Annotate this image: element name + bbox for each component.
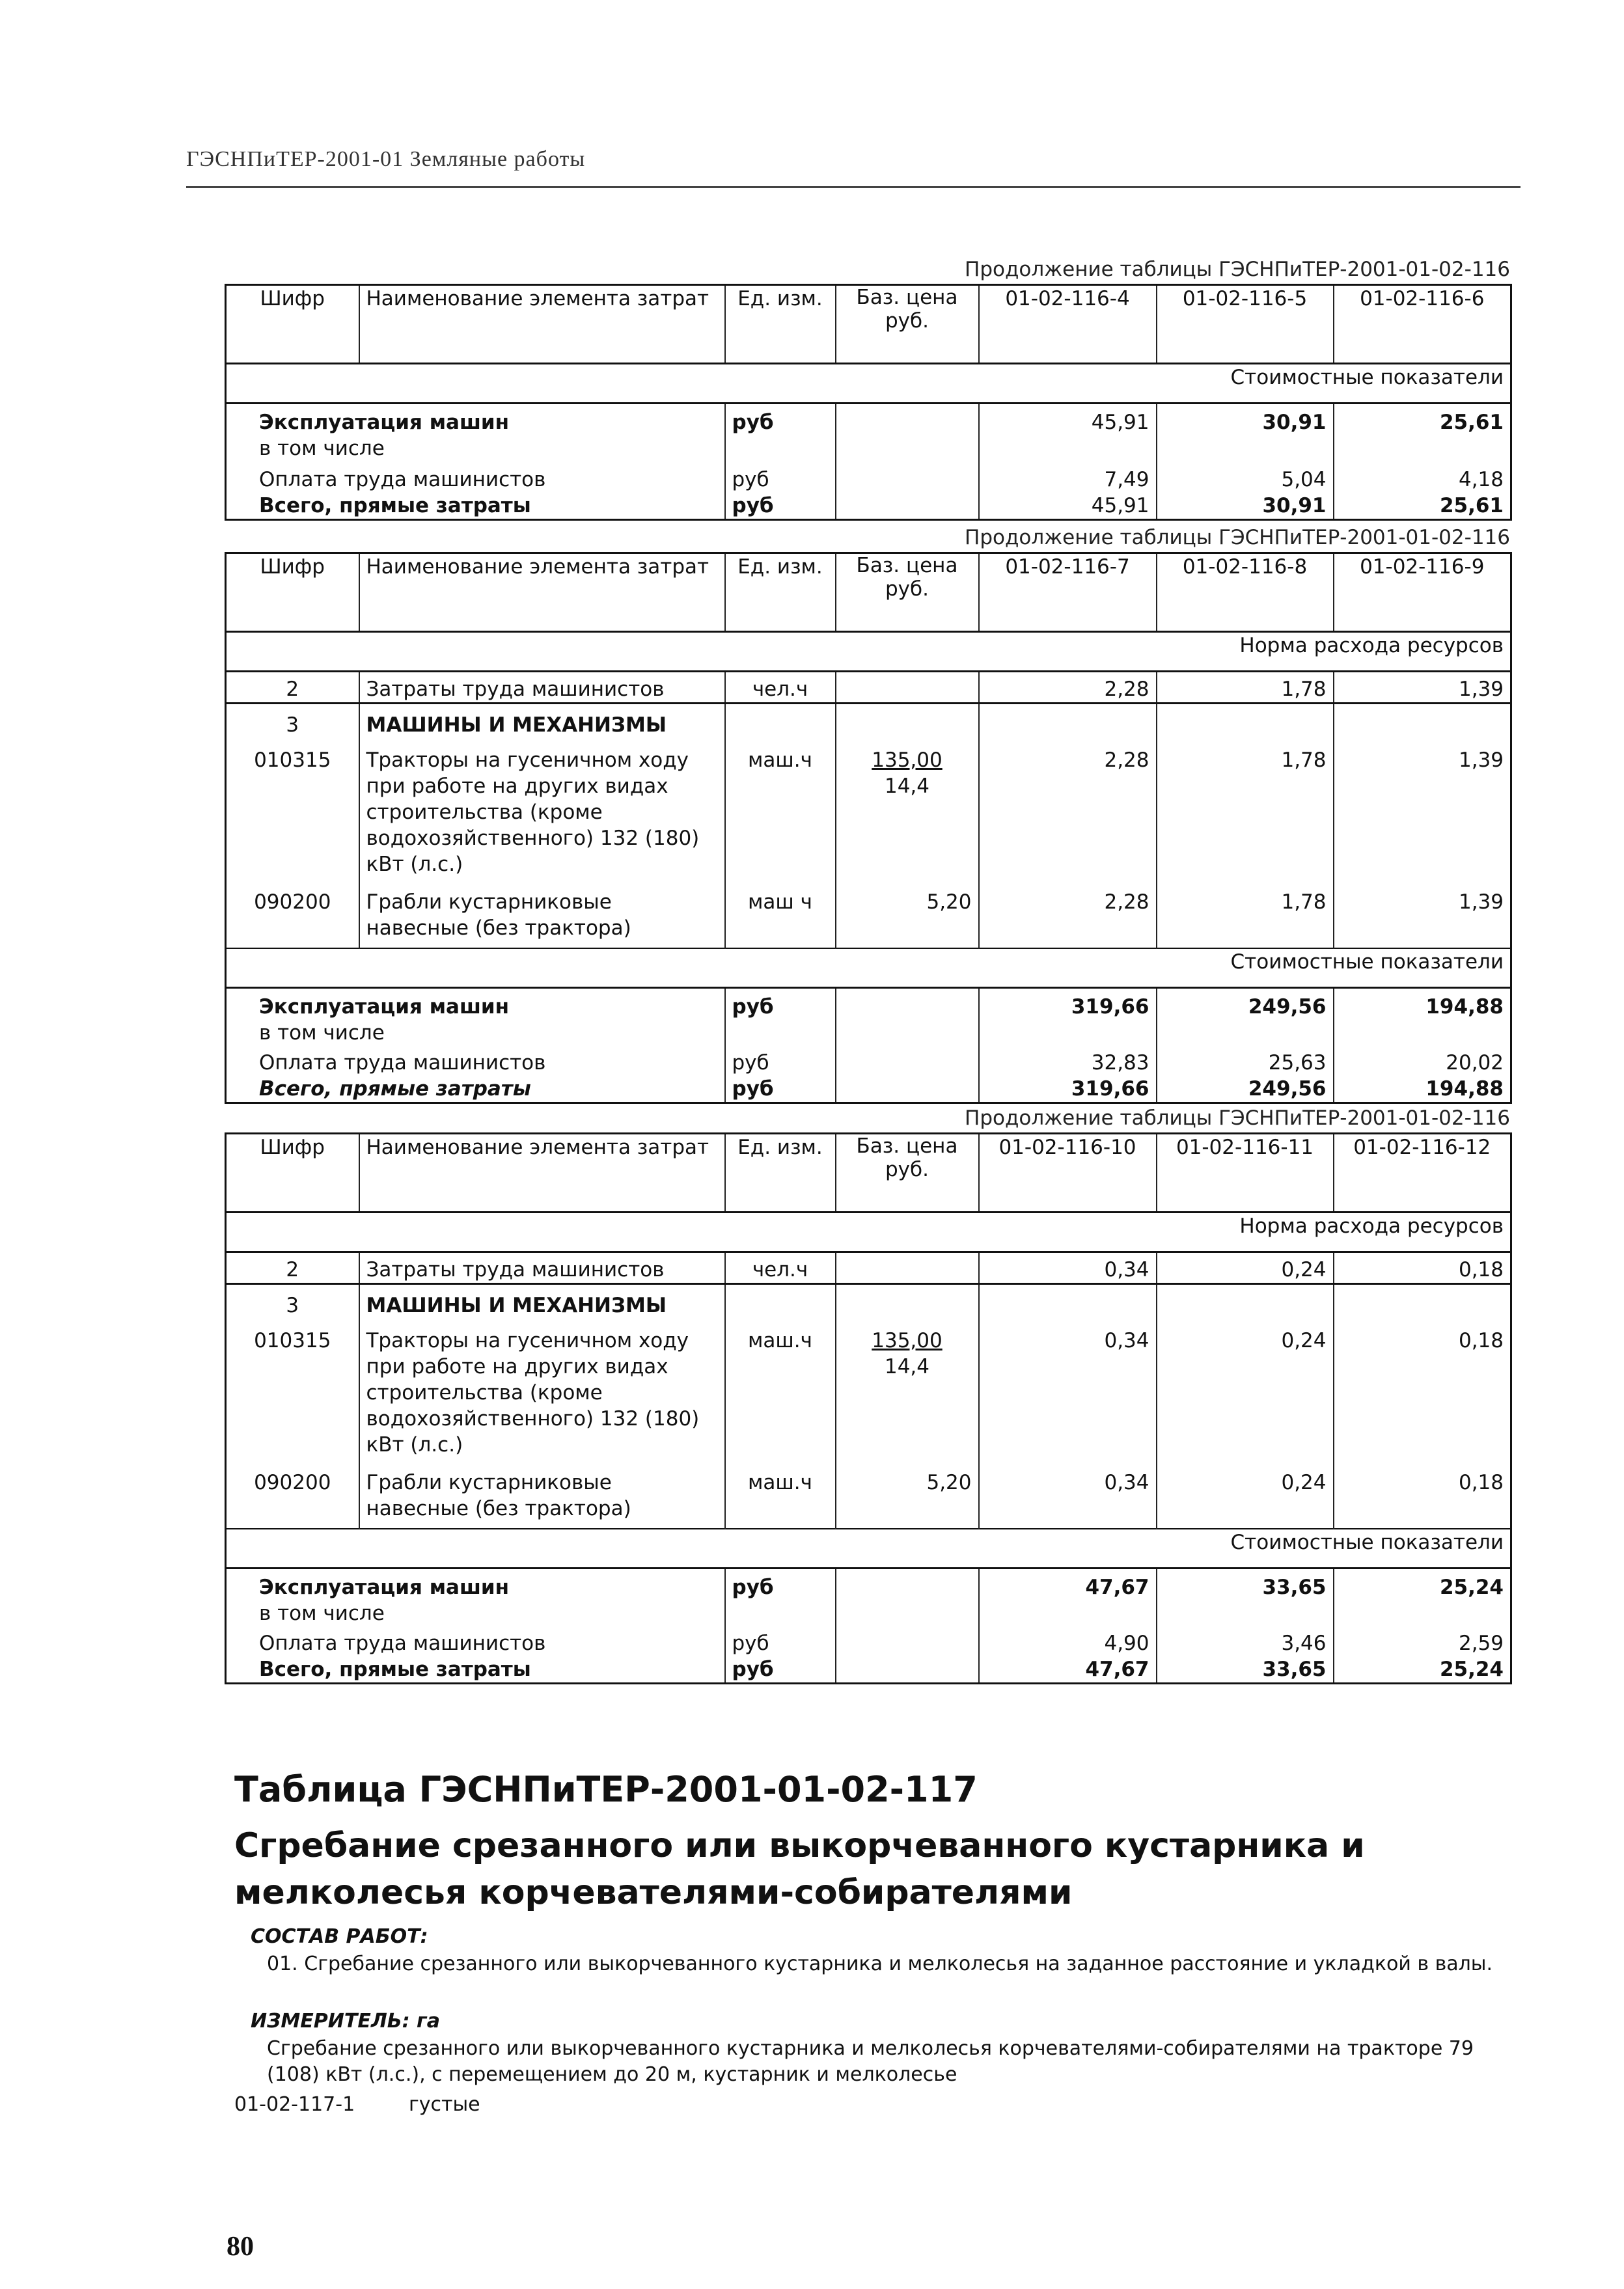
- table-row: Эксплуатация машин руб 45,91 30,91 25,61: [226, 404, 1511, 436]
- running-header: ГЭСНПиТЕР-2001-01 Земляные работы: [186, 147, 586, 171]
- table-row: 090200 Грабли кустарниковые навесные (без трактора) маш.ч 5,20 0,34 0,24 0,18: [226, 1458, 1511, 1529]
- table-row: Всего, прямые затраты руб 45,91 30,91 25,61: [226, 493, 1511, 520]
- table-row: 3 МАШИНЫ И МЕХАНИЗМЫ: [226, 1284, 1511, 1319]
- table-row: Эксплуатация машин руб 319,66 249,56 194,88: [226, 988, 1511, 1021]
- item-code: 01-02-117-1: [234, 2093, 355, 2116]
- band-resource-norms: Норма расхода ресурсов: [226, 632, 1511, 672]
- band-cost-indicators: Стоимостные показатели: [226, 1529, 1511, 1569]
- continuation-caption: Продолжение таблицы ГЭСНПиТЕР-2001-01-02-116: [965, 526, 1510, 549]
- table-row: 3 МАШИНЫ И МЕХАНИЗМЫ: [226, 704, 1511, 739]
- meter-text: Сгребание срезанного или выкорчеванного кустарника и мелколесья корчевателями-собирателями на тракторе 79 (108) кВт (л.с.), с перемещением до 20 м, кустарник и мелколесье: [267, 2037, 1474, 2086]
- header-row: [226, 285, 1511, 364]
- table-row: Оплата труда машинистов руб 7,49 5,04 4,18: [226, 461, 1511, 493]
- meter-label: ИЗМЕРИТЕЛЬ: га: [251, 2010, 440, 2033]
- table-row: Эксплуатация машин руб 47,67 33,65 25,24: [226, 1569, 1511, 1601]
- col-rate-code: 01-02-116-6: [1334, 285, 1511, 364]
- table-subtitle: Сгребание срезанного или выкорчеванного кустарника и мелколесья корчевателями-собирателями: [234, 1826, 1365, 1912]
- table-row: Оплата труда машинистов руб 4,90 3,46 2,59: [226, 1626, 1511, 1656]
- col-unit: Ед. изм.: [725, 285, 836, 364]
- table-row: 010315 Тракторы на гусеничном ходу при работе на других видах строительства (кроме водохозяйственного) 132 (180) кВт (л.с.) маш.ч 135,00 14,4 2,28 1,78 1,39: [226, 738, 1511, 877]
- works-text: 01. Сгребание срезанного или выкорчеванного кустарника и мелколесья на заданное расстояние и укладкой в валы.: [267, 1953, 1493, 1975]
- continuation-caption: Продолжение таблицы ГЭСНПиТЕР-2001-01-02-116: [965, 258, 1510, 281]
- resource-table: [225, 1132, 1512, 1684]
- cost-table: [225, 284, 1512, 521]
- table-row: в том числе: [226, 1020, 1511, 1046]
- band-cost-indicators: Стоимостные показатели: [226, 948, 1511, 988]
- works-label: СОСТАВ РАБОТ:: [251, 1925, 428, 1948]
- item-label: густые: [409, 2093, 480, 2116]
- header-rule: [186, 186, 1521, 188]
- band-resource-norms: Норма расхода ресурсов: [226, 1213, 1511, 1252]
- table-row: 010315 Тракторы на гусеничном ходу при работе на других видах строительства (кроме водохозяйственного) 132 (180) кВт (л.с.) маш.ч 135,00 14,4 0,34 0,24 0,18: [226, 1319, 1511, 1458]
- col-base-price: Баз. цена руб.: [836, 285, 979, 364]
- table-row: 2 Затраты труда машинистов чел.ч 2,28 1,78 1,39: [226, 672, 1511, 704]
- table-row: в том числе: [226, 435, 1511, 461]
- table-row: Всего, прямые затраты руб 319,66 249,56 194,88: [226, 1076, 1511, 1103]
- table-title: Таблица ГЭСНПиТЕР-2001-01-02-117: [234, 1769, 978, 1810]
- col-code: Шифр: [226, 285, 359, 364]
- page-number: 80: [227, 2232, 254, 2262]
- header-row: Шифр Наименование элемента затрат Ед. изм. Баз. цена руб. 01-02-116-10 01-02-116-11 01-02-116-12: [226, 1134, 1511, 1213]
- band-cost-indicators: Стоимостные показатели: [226, 364, 1511, 404]
- table-row: 2 Затраты труда машинистов чел.ч 0,34 0,24 0,18: [226, 1252, 1511, 1284]
- table-row: Всего, прямые затраты руб 47,67 33,65 25,24: [226, 1656, 1511, 1684]
- resource-table: [225, 552, 1512, 1104]
- col-rate-code: 01-02-116-4: [979, 285, 1157, 364]
- continuation-caption: Продолжение таблицы ГЭСНПиТЕР-2001-01-02-116: [965, 1106, 1510, 1130]
- col-name: Наименование элемента затрат: [359, 285, 725, 364]
- table-row: Оплата труда машинистов руб 32,83 25,63 20,02: [226, 1046, 1511, 1076]
- table-row: в том числе: [226, 1600, 1511, 1626]
- table-row: 090200 Грабли кустарниковые навесные (без трактора) маш ч 5,20 2,28 1,78 1,39: [226, 877, 1511, 948]
- header-row: Шифр Наименование элемента затрат Ед. изм. Баз. цена руб. 01-02-116-7 01-02-116-8 01-02-116-9: [226, 553, 1511, 632]
- col-rate-code: 01-02-116-5: [1157, 285, 1334, 364]
